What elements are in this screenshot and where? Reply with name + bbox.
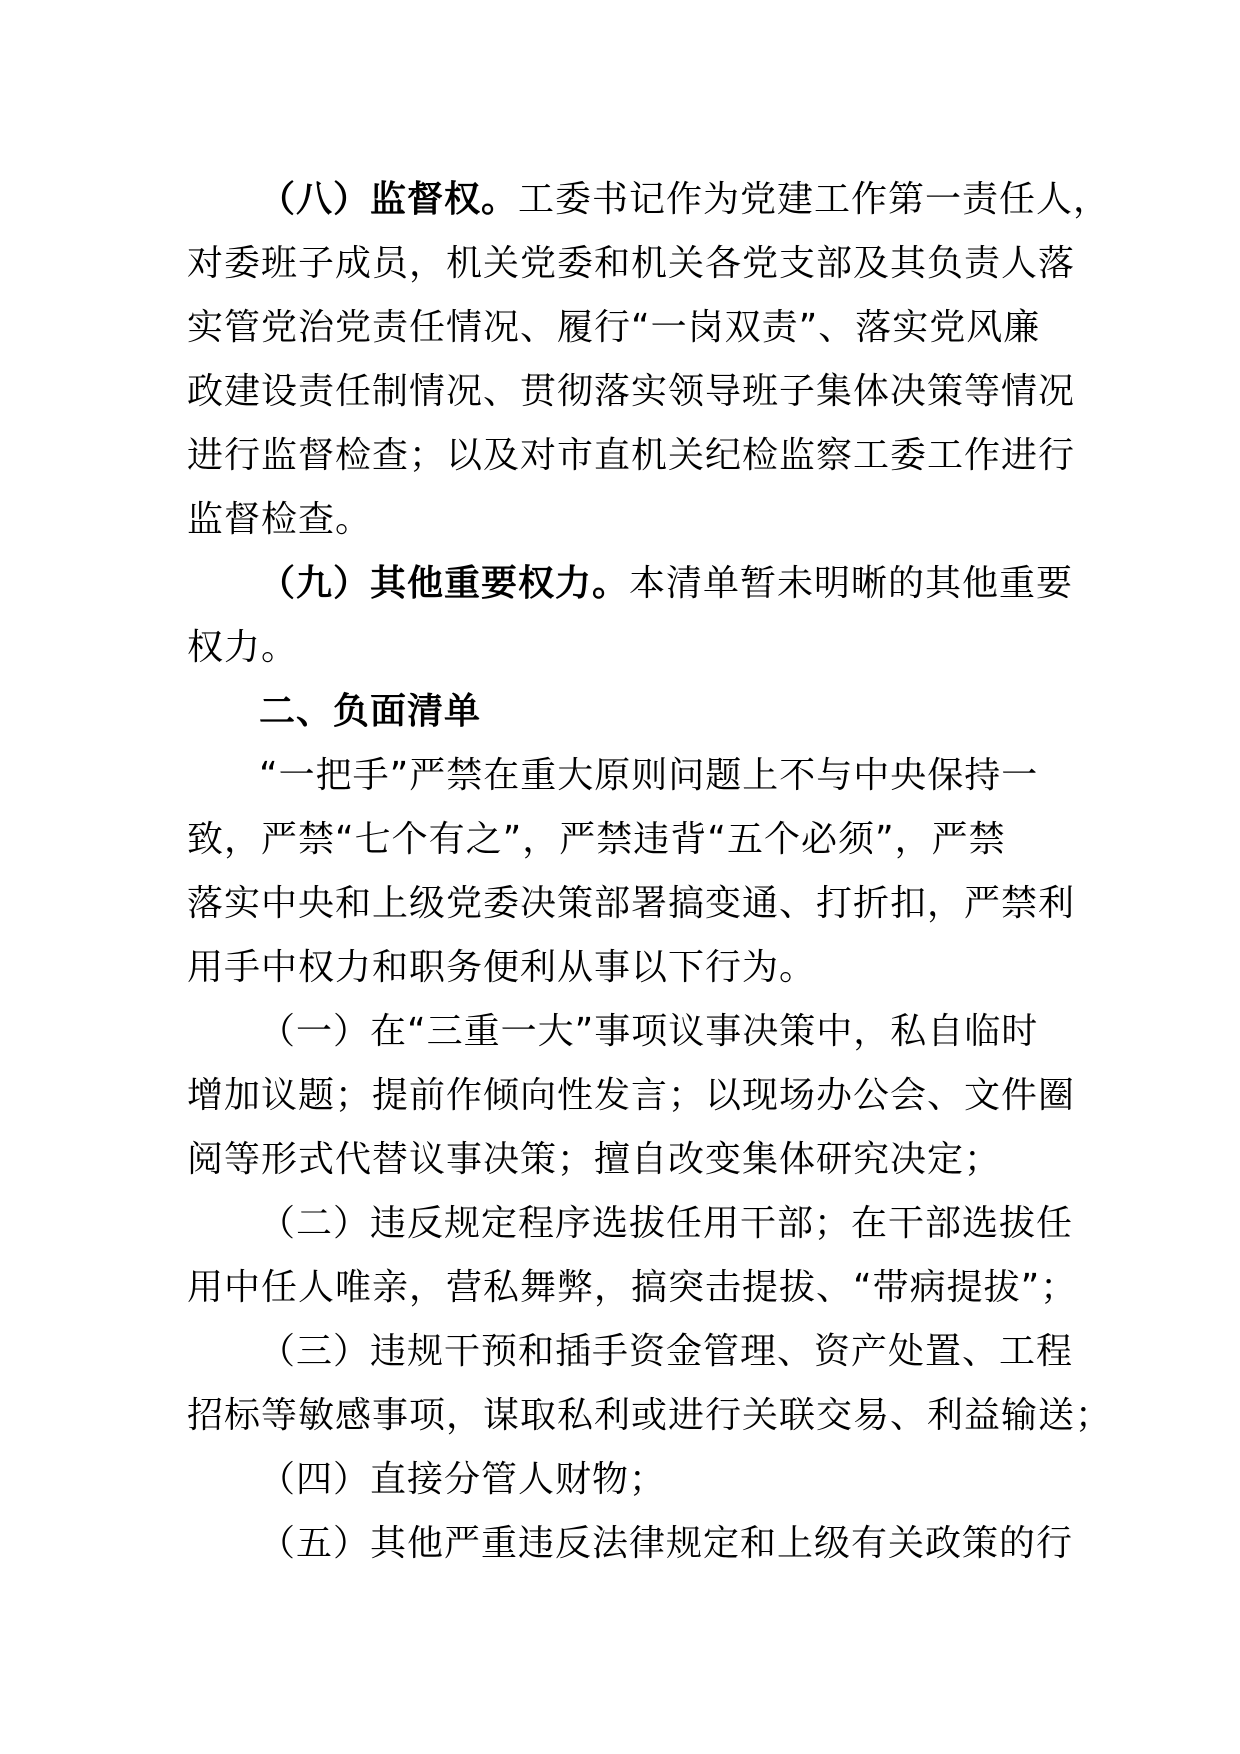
section-8-heading: （八）监督权。 — [259, 179, 519, 220]
list-item-2-line: 用中任人唯亲，营私舞弊，搞突击提拔、“带病提拔”； — [187, 1267, 1078, 1308]
section-8-first-line — [187, 168, 1111, 232]
document-body — [187, 168, 1113, 1576]
list-item-1-line: （一）在“三重一大”事项议事决策中，私自临时 — [259, 1011, 1039, 1052]
list-item-5-line: （五）其他严重违反法律规定和上级有关政策的行 — [259, 1523, 1074, 1564]
list-item-3-line: （三）违规干预和插手资金管理、资产处置、工程 — [259, 1331, 1074, 1372]
part-2-heading: 二、负面清单 — [259, 691, 482, 732]
list-item-3-line: 招标等敏感事项，谋取私利或进行关联交易、利益输送； — [187, 1395, 1113, 1436]
paragraph-line: 政建设责任制情况、贯彻落实领导班子集体决策等情况 — [187, 371, 1076, 412]
intro-line: 致，严禁“七个有之”，严禁违背“五个必须”，严禁 — [187, 819, 1006, 860]
paragraph-line: 对委班子成员，机关党委和机关各党支部及其负责人落 — [187, 243, 1076, 284]
intro-line: 落实中央和上级党委决策部署搞变通、打折扣，严禁利 — [187, 883, 1076, 924]
section-8-text: 工委书记作为党建工作第一责任人， — [518, 179, 1111, 220]
section-9-text: 本清单暂未明晰的其他重要 — [629, 563, 1074, 604]
paragraph-line: 权力。 — [187, 627, 299, 668]
paragraph-line: 进行监督检查；以及对市直机关纪检监察工委工作进行 — [187, 435, 1076, 476]
list-item-1-line: 阅等形式代替议事决策；擅自改变集体研究决定； — [187, 1139, 1002, 1180]
paragraph-line: 实管党治党责任情况、履行“一岗双责”、落实党风廉 — [187, 307, 1041, 348]
list-item-2-line: （二）违反规定程序选拔任用干部；在干部选拔任 — [259, 1203, 1074, 1244]
section-9-heading: （九）其他重要权力。 — [259, 563, 630, 604]
paragraph-line: 监督检查。 — [187, 499, 373, 540]
section-9-first-line — [187, 552, 1074, 616]
list-item-1-line: 增加议题；提前作倾向性发言；以现场办公会、文件圈 — [187, 1075, 1076, 1116]
intro-line: “一把手”严禁在重大原则问题上不与中央保持一 — [259, 755, 1039, 796]
list-item-4-line: （四）直接分管人财物； — [259, 1459, 667, 1500]
intro-line: 用手中权力和职务便利从事以下行为。 — [187, 947, 817, 988]
